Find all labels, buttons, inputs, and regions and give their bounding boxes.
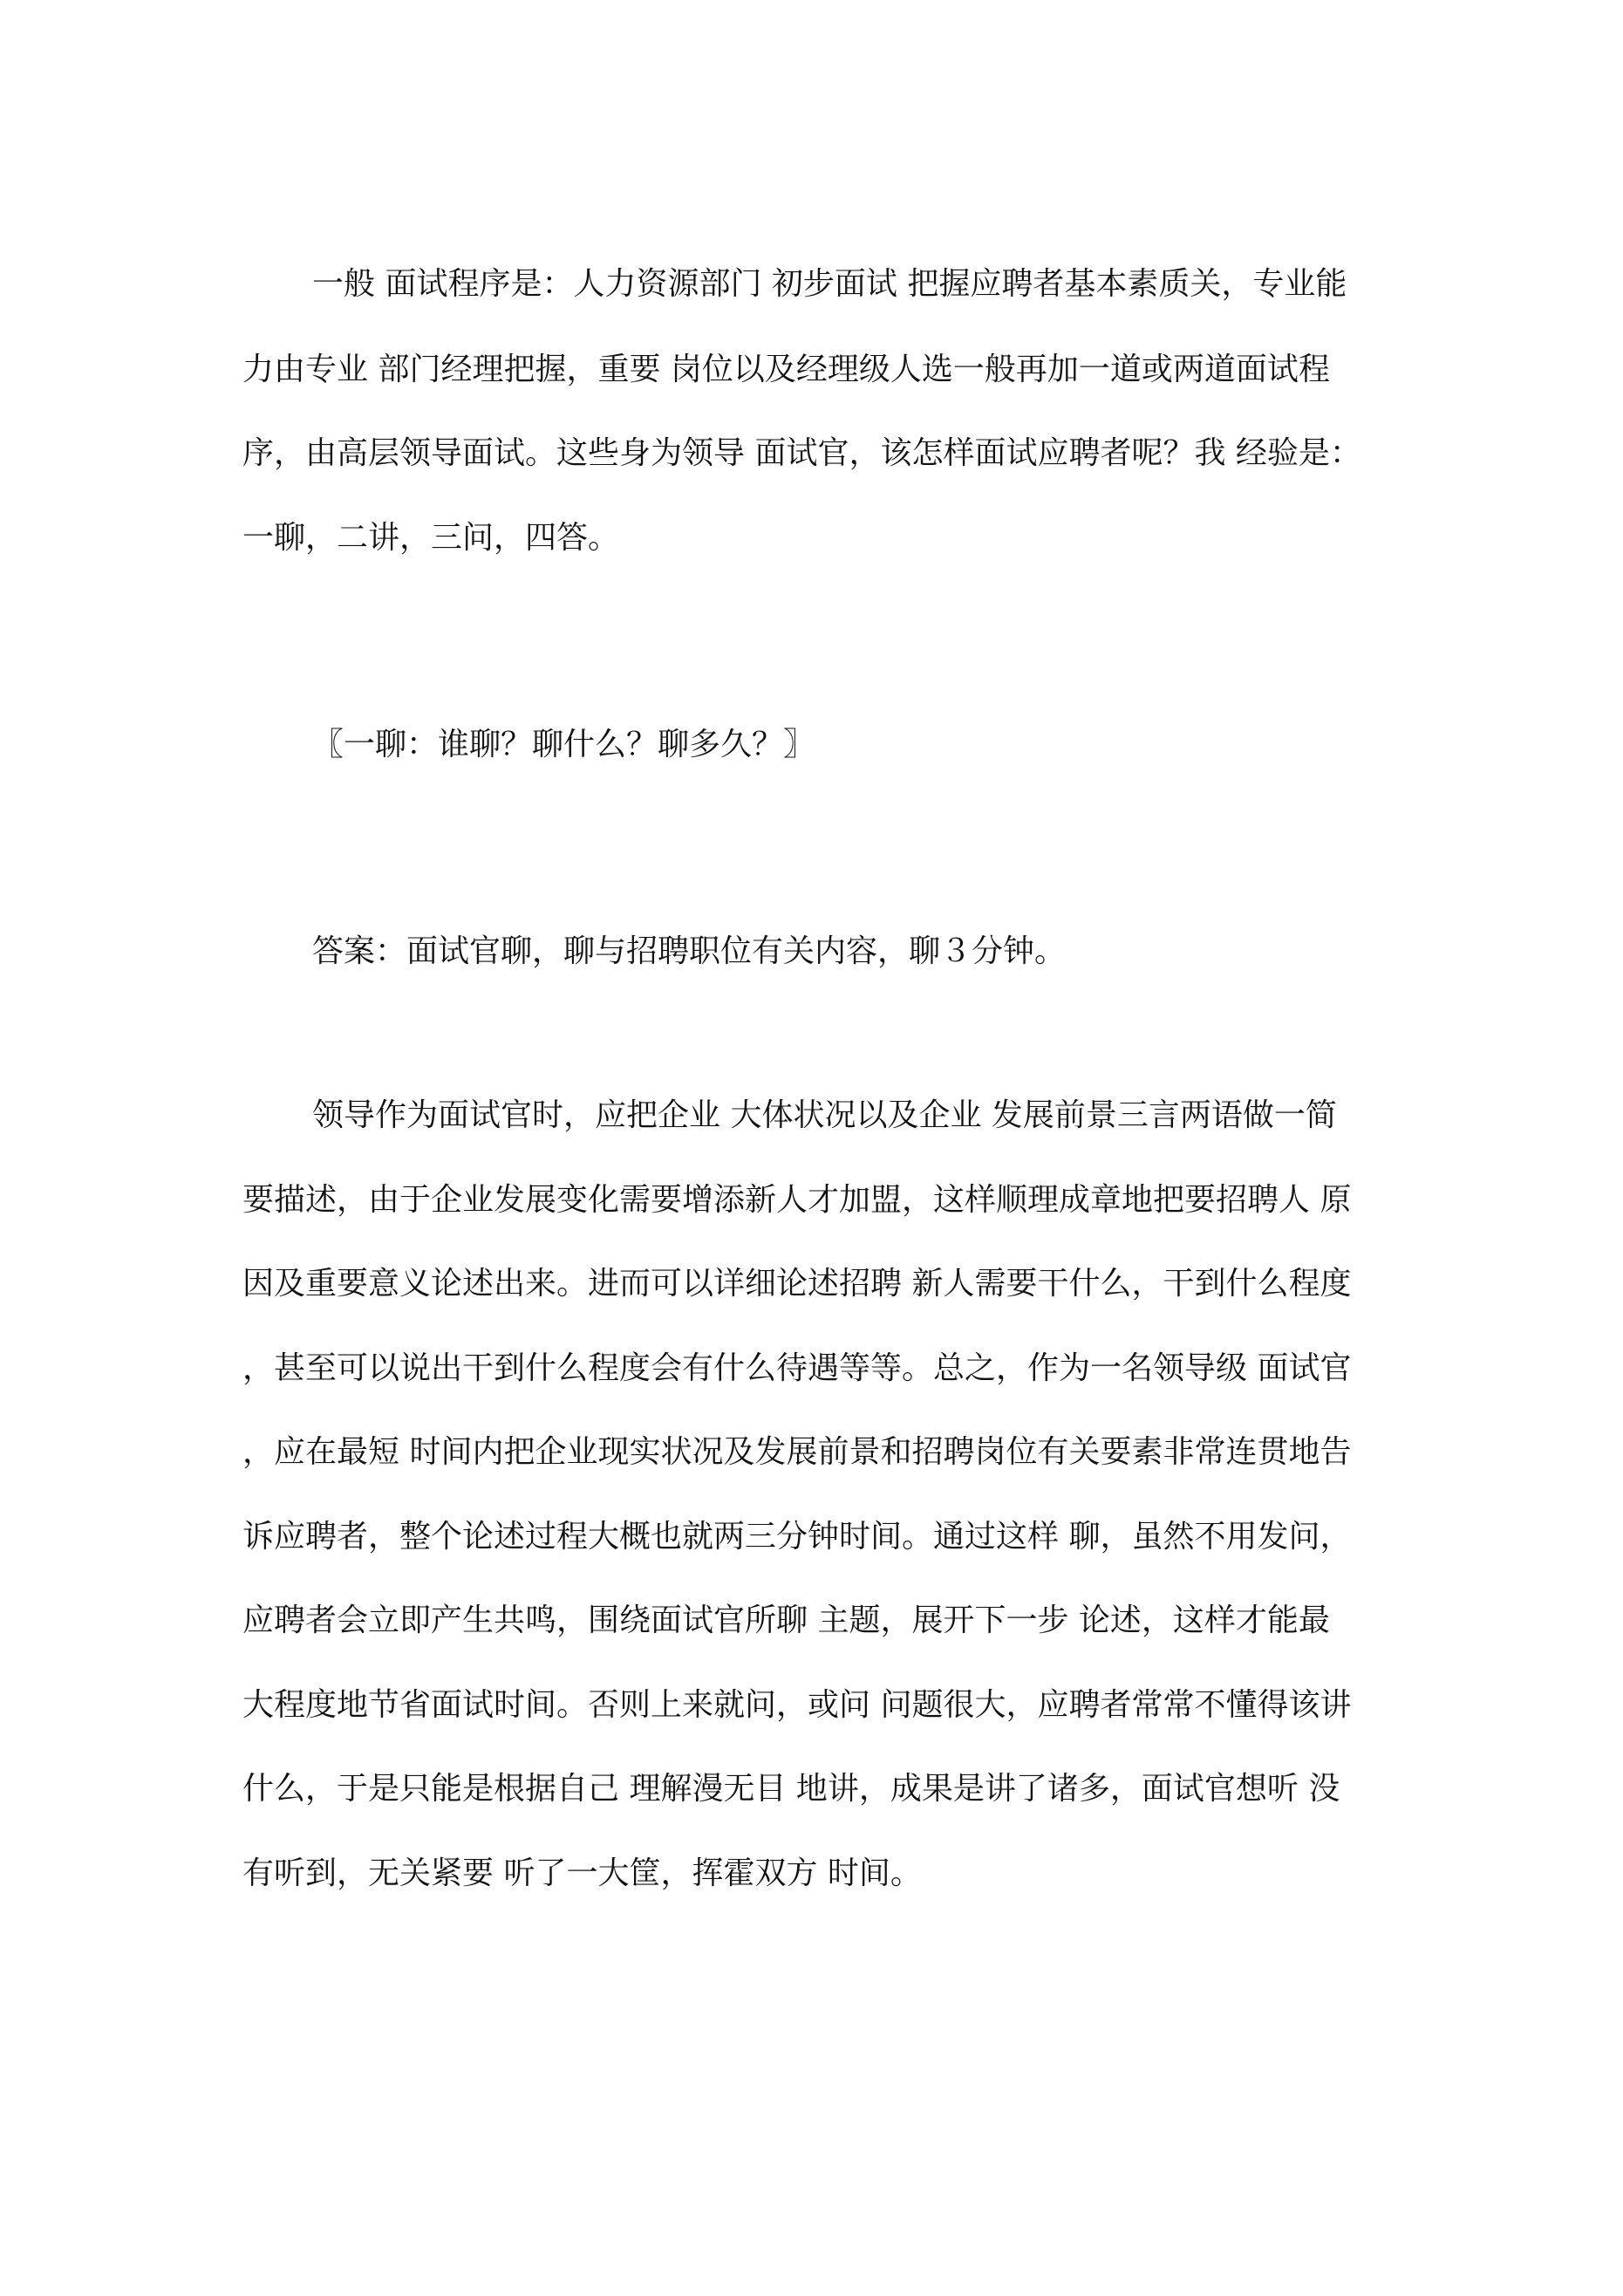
- paragraph-4-line-10: 有听到，无关紧要 听了一大筐，挥霍双方 时间。: [242, 1855, 922, 1891]
- paragraph-4-line-3: 因及重要意义论述出来。进而可以详细论述招聘 新人需要干什么，干到什么程度: [242, 1266, 1352, 1302]
- paragraph-4-line-7: 应聘者会立即产生共鸣，围绕面试官所聊 主题，展开下一步 论述，这样才能最: [242, 1602, 1330, 1638]
- paragraph-1-line-3: 序，由高层领导面试。这些身为领导 面试官，该怎样面试应聘者呢？我 经验是：: [242, 435, 1361, 471]
- paragraph-4-line-9: 什么，于是只能是根据自己 理解漫无目 地讲，成果是讲了诸多，面试官想听 没: [242, 1771, 1340, 1807]
- paragraph-1-line-1: 一般 面试程序是：人力资源部门 初步面试 把握应聘者基本素质关，专业能: [312, 266, 1347, 302]
- paragraph-1-line-4: 一聊，二讲，三问，四答。: [242, 520, 620, 556]
- answer-line: 答案：面试官聊，聊与招聘职位有关内容，聊３分钟。: [312, 933, 1067, 969]
- paragraph-1-line-2: 力由专业 部门经理把握，重要 岗位以及经理级人选一般再加一道或两道面试程: [242, 352, 1330, 387]
- section-heading-yiliao: 〖一聊：谁聊？聊什么？聊多久？〗: [312, 727, 815, 762]
- paragraph-4-line-1: 领导作为面试官时，应把企业 大体状况以及企业 发展前景三言两语做一简: [312, 1097, 1337, 1133]
- paragraph-4-line-5: ，应在最短 时间内把企业现实状况及发展前景和招聘岗位有关要素非常连贯地告: [242, 1434, 1352, 1470]
- paragraph-4-line-6: 诉应聘者，整个论述过程大概也就两三分钟时间。通过这样 聊，虽然不用发问，: [242, 1519, 1352, 1555]
- paragraph-4-line-2: 要描述，由于企业发展变化需要增添新人才加盟，这样顺理成章地把要招聘人 原: [242, 1182, 1352, 1218]
- paragraph-4-line-4: ，甚至可以说出干到什么程度会有什么待遇等等。总之，作为一名领导级 面试官: [242, 1350, 1352, 1386]
- paragraph-4-line-8: 大程度地节省面试时间。否则上来就问，或问 问题很大，应聘者常常不懂得该讲: [242, 1687, 1352, 1723]
